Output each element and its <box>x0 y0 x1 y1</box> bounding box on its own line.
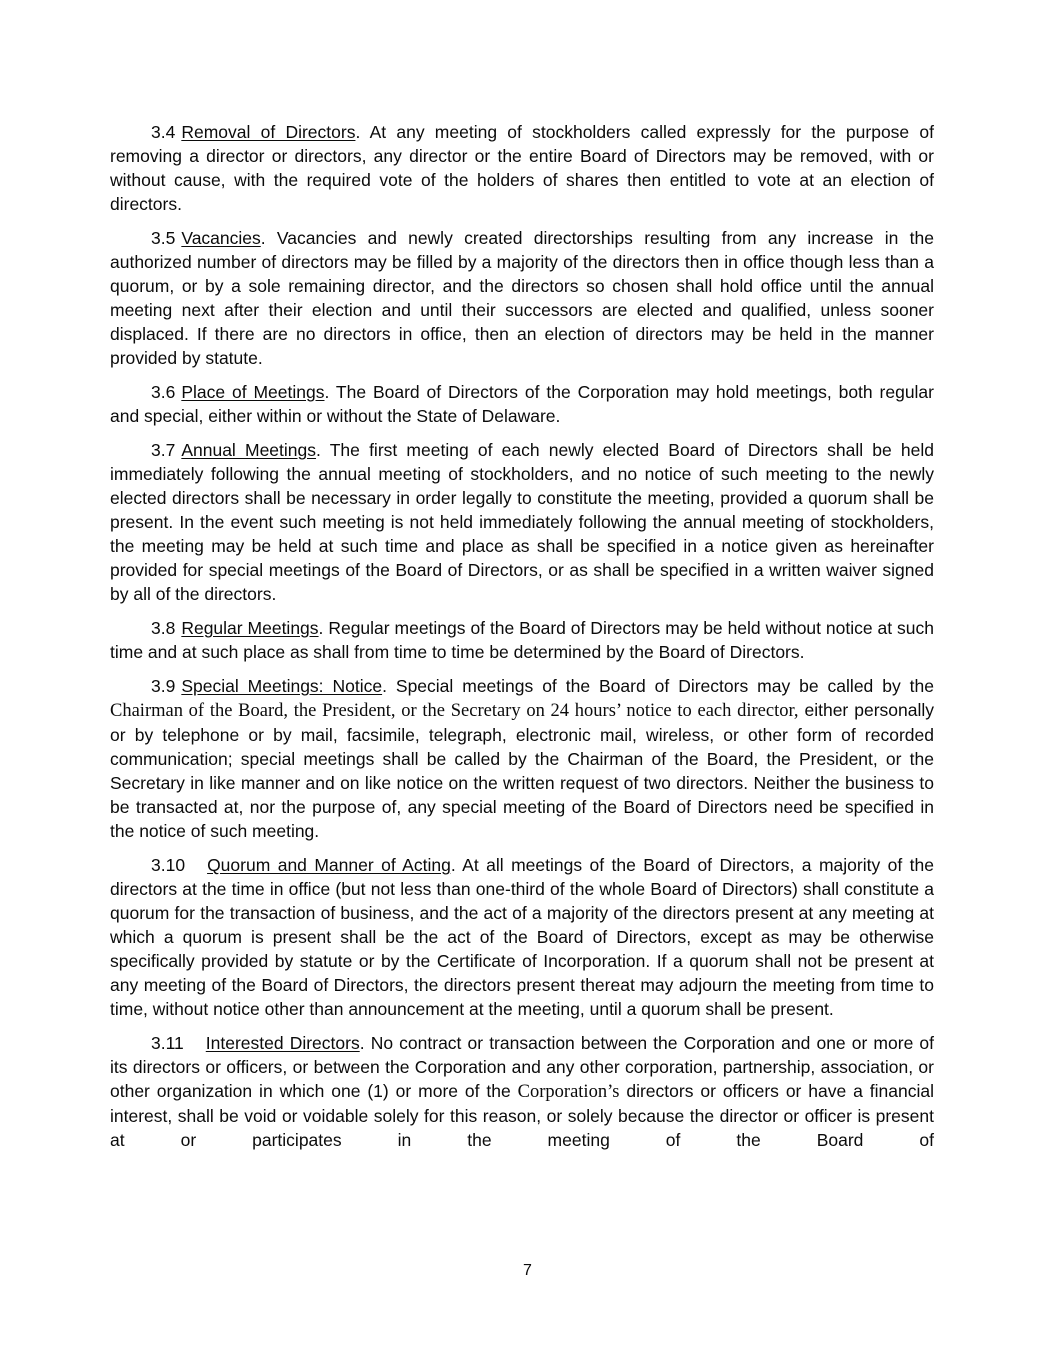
section-3-6-paragraph <box>110 380 934 428</box>
section-body-text: . Regular meetings of the Board of Directors may be held without notice at such time and at such place as shall from time to time be determined by the Board of Directors. <box>110 618 935 662</box>
section-3-7-paragraph <box>110 438 934 606</box>
section-body-text: . Vacancies and newly created directorships resulting from any increase in the authorized number of directors may be filled by a majority of the directors then in office though less than a quorum, or by a sole remaining director, and the directors so chosen shall hold office until the annual meeting next after their election and until their successors are elected and qualified, unless sooner displaced. If there are no directors in office, then an election of directors may be held in the manner provided by statute. <box>110 228 934 368</box>
section-3-10-paragraph <box>110 853 934 1021</box>
section-number: 3.8 <box>151 618 176 638</box>
section-body-text: directors or officers or have a financial interest, shall be void or voidable solely for this reason, or solely because the director or officer is present at or participates in the meeting of the Board of <box>110 1081 935 1150</box>
section-body-text: . Special meetings of the Board of Directors may be called by the <box>382 676 934 696</box>
section-number: 3.9 <box>151 676 176 696</box>
section-body-text: . The Board of Directors of the Corporation may hold meetings, both regular and special, either within or without the State of Delaware. <box>110 382 934 426</box>
section-body-text: . The first meeting of each newly elected Board of Directors shall be held immediately following the annual meeting of stockholders, and no notice of such meeting to the newly elected directors shall be necessary in order legally to constitute the meeting, provided a quorum shall be present. In the event such meeting is not held immediately following the annual meeting of stockholders, the meeting may be held at such time and place as shall be specified in a notice given as hereinafter provided for special meetings of the Board of Directors, or as shall be specified in a written waiver signed by all of the directors. <box>110 440 934 604</box>
document-body <box>110 120 934 1162</box>
section-body-text: . No contract or transaction between the Corporation and one or more of its directors or officers, or between the Corporation and any other corporation, partnership, association, or other organization in which one (1) or more of the <box>110 1033 935 1101</box>
section-heading: Removal of Directors <box>181 122 356 142</box>
section-body-text: Chairman of the Board, the President, or the Secretary on 24 hours’ notice to each director, <box>110 701 799 721</box>
section-3-8-paragraph <box>110 616 934 664</box>
section-number: 3.5 <box>151 228 176 248</box>
section-3-4-paragraph <box>110 120 934 216</box>
section-3-11-paragraph <box>110 1031 934 1152</box>
section-heading: Vacancies <box>181 228 261 248</box>
section-number: 3.6 <box>151 382 176 402</box>
section-body-text: either personally or by telephone or by mail, facsimile, telegraph, electronic mail, wireless, or other form of recorded communication; special meetings shall be called by the Chairman of the Board, the President, or the Secretary in like manner and on like notice on the written request of two directors. Neither the business to be transacted at, nor the purpose of, any special meeting of the Board of Directors need be specified in the notice of such meeting. <box>110 700 934 841</box>
section-heading: Place of Meetings <box>181 382 325 402</box>
section-3-5-paragraph <box>110 226 934 370</box>
section-heading: Annual Meetings <box>181 440 317 460</box>
section-heading: Quorum and Manner of Acting <box>207 855 451 875</box>
section-number: 3.7 <box>151 440 176 460</box>
section-heading: Regular Meetings <box>181 618 319 638</box>
section-number: 3.4 <box>151 122 176 142</box>
section-3-9-paragraph <box>110 674 934 843</box>
section-heading: Special Meetings: Notice <box>181 676 383 696</box>
page-number: 7 <box>523 1262 532 1279</box>
section-number: 3.10 <box>151 855 186 875</box>
page-footer <box>0 1262 1055 1280</box>
section-body-text: Corporation’s <box>517 1082 620 1102</box>
section-number: 3.11 <box>151 1033 184 1053</box>
section-body-text: . At any meeting of stockholders called expressly for the purpose of removing a director or directors, any director or the entire Board of Directors may be removed, with or without cause, with the required vote of the holders of shares then entitled to vote at an election of directors. <box>110 122 934 214</box>
section-body-text: . At all meetings of the Board of Directors, a majority of the directors at the time in office (but not less than one-third of the whole Board of Directors) shall constitute a quorum for the transaction of business, and the act of a majority of the directors present at any meeting at which a quorum is present shall be the act of the Board of Directors, except as may be otherwise specifically provided by statute or by the Certificate of Incorporation. If a quorum shall not be present at any meeting of the Board of Directors, the directors present thereat may adjourn the meeting from time to time, without notice other than announcement at the meeting, until a quorum shall be present. <box>110 855 934 1019</box>
section-heading: Interested Directors <box>205 1033 360 1053</box>
